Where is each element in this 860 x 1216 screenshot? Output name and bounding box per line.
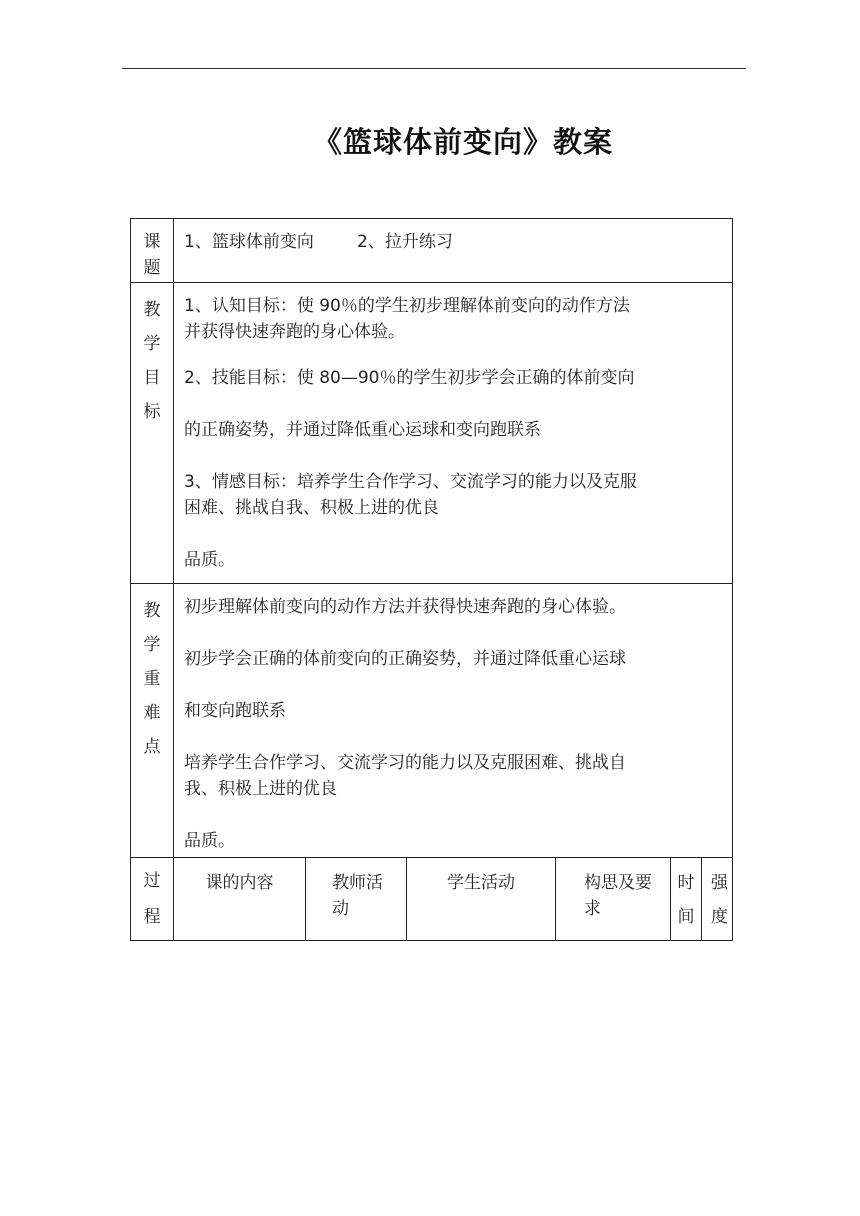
topic-row: [131, 219, 733, 283]
label-char: 程: [143, 907, 161, 927]
column-header-time-label: 时: [677, 873, 695, 893]
label-char: 重: [143, 669, 161, 689]
key-point-line: 品质。: [184, 831, 235, 851]
goal-line: 并获得快速奔跑的身心体验。: [184, 322, 405, 342]
label-char: 学: [143, 334, 161, 354]
header-rule: [122, 68, 746, 69]
label-char: 教: [143, 601, 161, 621]
key-point-line: 培养学生合作学习、交流学习的能力以及克服困难、挑战自: [184, 753, 626, 773]
column-header-design-label: 求: [584, 899, 601, 919]
topic-text: 1、篮球体前变向 2、拉升练习: [184, 232, 453, 252]
label-char: 教: [143, 300, 161, 320]
column-header-time-label: 间: [677, 907, 695, 927]
column-header-time: [671, 858, 702, 941]
goals-row: [131, 283, 733, 584]
column-header-teacher-label: 教师活: [332, 873, 383, 893]
goal-line: 1、认知目标：使 90％的学生初步理解体前变向的动作方法: [184, 296, 630, 316]
label-char: 过: [143, 871, 161, 891]
column-header-student: [407, 858, 556, 941]
goal-line: 困难、挑战自我、积极上进的优良: [184, 498, 439, 518]
column-header-teacher: [306, 858, 407, 941]
label-char: 学: [143, 635, 161, 655]
column-header-intensity-label: 强: [711, 873, 728, 893]
column-header-teacher-label: 动: [332, 899, 349, 919]
column-header-intensity: [702, 858, 733, 941]
column-header-design-label: 构思及要: [584, 873, 652, 893]
label-char: 题: [143, 258, 161, 278]
key-points-label: [131, 584, 174, 858]
label-char: 课: [143, 232, 161, 252]
topic-content: [174, 219, 733, 283]
key-points-content: [174, 584, 733, 858]
column-header-student-label: 学生活动: [447, 873, 515, 893]
label-char: 标: [143, 402, 161, 422]
key-point-line: 我、积极上进的优良: [184, 779, 337, 799]
key-point-line: 和变向跑联系: [184, 701, 286, 721]
key-points-row: [131, 584, 733, 858]
key-point-line: 初步理解体前变向的动作方法并获得快速奔跑的身心体验。: [184, 597, 626, 617]
document-title: 《篮球体前变向》教案: [312, 125, 613, 159]
label-char: 难: [143, 703, 161, 723]
goal-line: 的正确姿势，并通过降低重心运球和变向跑联系: [184, 420, 541, 440]
label-char: 目: [143, 368, 161, 388]
goals-content: [174, 283, 733, 584]
topic-label: [131, 219, 174, 283]
process-header-row: [131, 858, 733, 941]
label-char: 点: [143, 737, 161, 757]
column-header-content-label: 课的内容: [205, 873, 274, 893]
column-header-design: [556, 858, 671, 941]
goal-line: 3、情感目标：培养学生合作学习、交流学习的能力以及克服: [184, 472, 637, 492]
lesson-plan-table: [130, 218, 733, 941]
key-point-line: 初步学会正确的体前变向的正确姿势，并通过降低重心运球: [184, 649, 626, 669]
process-label: [131, 858, 174, 941]
column-header-content: [174, 858, 306, 941]
goal-line: 品质。: [184, 550, 235, 570]
column-header-intensity-label: 度: [711, 907, 728, 927]
goals-label: [131, 283, 174, 584]
goal-line: 2、技能目标：使 80—90％的学生初步学会正确的体前变向: [184, 368, 635, 388]
